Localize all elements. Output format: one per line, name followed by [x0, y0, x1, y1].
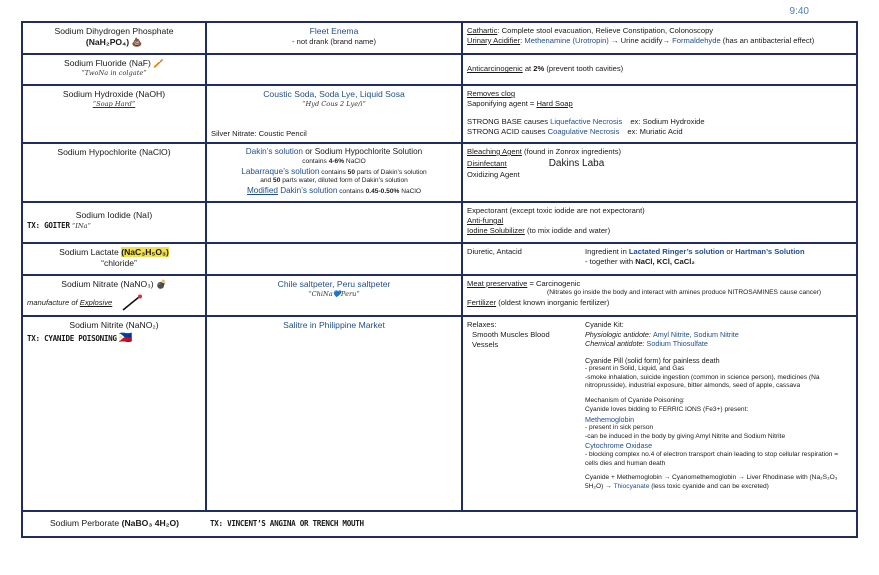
tx-label: TX: CYANIDE POISONING — [27, 334, 117, 344]
compound-name: Sodium Iodide (NaI) — [75, 210, 153, 220]
compound-name: Sodium Dihydrogen Phosphate — [54, 26, 174, 36]
row-uses-cell — [206, 202, 462, 243]
row-notes-cell: Removes clog Saponifying agent = Hard Soap STRONG BASE causes Liquefactive Necrosis ex: Sodium Hydroxide STRONG ACID causes Coagulative Necrosis ex: Muriatic Acid — [462, 85, 857, 143]
row-uses-cell — [206, 85, 462, 143]
row-notes-cell: Expectorant (except toxic iodide are not expectorant) Anti-fungal Iodine Solubilizer (to mix iodide and water) — [462, 202, 857, 243]
row-notes-cell: Bleaching Agent (found in Zonrox ingredients) Disinfectant Dakins Laba Oxidizing Agent — [462, 143, 857, 202]
row-uses-cell — [206, 54, 462, 85]
compound-formula: (NaH₂PO₄) — [85, 37, 130, 48]
table-row — [22, 275, 857, 316]
tx-label: TX: GOITER — [27, 221, 70, 231]
uses-title: Salitre in Philippine Market — [283, 320, 385, 330]
row-notes-cell: Cathartic: Complete stool evacuation, Relieve Constipation, Colonoscopy Urinary Acidifier: Methenamine (Urotropin) → Urine acidify→ Formaldehyde (has an antibacterial effect) — [462, 22, 857, 54]
table-row — [22, 85, 857, 143]
row-notes-cell: Meat preservative = Carcinogenic (Nitrates go inside the body and interact with amines produce NITROSAMINES cause cancer) Fertilizer (oldest known inorganic fertilizer) — [462, 275, 857, 316]
uses-title: Coustic Soda, Soda Lye, Liquid Sosa — [263, 89, 405, 99]
row-notes-cell: Diuretic, Antacid Ingredient in Lactated Ringer’s solution or Hartman’s Solution - together with NaCl, KCl, CaCl₂ — [462, 243, 857, 275]
mnemonic: “INa” — [71, 222, 91, 231]
uses-note: - not drank (brand name) — [292, 37, 376, 47]
row-uses-cell: Dakin’s solution or Sodium Hypochlorite Solution contains 4-6% NaClO Labarraque’s solution contains 50 parts of Dakin’s solution and 50 parts water, diluted form of Dakin’s solution Modified Dakin’s solution contains 0.45-0.50% NaClO — [206, 143, 462, 202]
table-row — [22, 54, 857, 85]
row-name-cell — [22, 243, 206, 275]
table-row — [22, 22, 857, 54]
compound-name: Sodium Perborate — [49, 518, 122, 529]
table-row — [22, 143, 857, 202]
compound-name: Sodium Nitrite (NaNO₂) — [69, 320, 159, 330]
row-name-cell — [22, 22, 206, 54]
manufacture-note: manufacture of — [27, 298, 80, 308]
note-term: Urinary Acidifier — [467, 36, 521, 46]
row-name-cell — [22, 85, 206, 143]
philippine-flag-icon: 🇵🇭 — [118, 332, 133, 345]
chemistry-table — [21, 21, 858, 538]
row-name-cell — [22, 202, 206, 243]
row-name-cell — [22, 143, 206, 202]
row-uses-cell — [206, 22, 462, 54]
compound-name: Sodium Hydroxide (NaOH) — [62, 89, 166, 99]
tx-label: TX: VINCENT’S ANGINA OR TRENCH MOUTH — [210, 518, 364, 528]
row-name-cell: Sodium Nitrate (NaNO₃) 💣 manufacture of Explosive — [22, 275, 206, 316]
uses-title: Chile saltpeter, Peru saltpeter — [277, 279, 391, 289]
compound-name: Sodium Lactate — [59, 247, 122, 257]
row-name-cell — [22, 54, 206, 85]
uses-mnemonic: “ChiNa💙Peru” — [308, 290, 360, 299]
bomb-icon: 💣 — [156, 279, 167, 289]
row-uses-cell — [206, 243, 462, 275]
table-row — [22, 316, 857, 511]
compound-name: Sodium Nitrate (NaNO₃) — [61, 279, 154, 289]
compound-name: Sodium Hypochlorite (NaClO) — [57, 147, 171, 157]
row-notes-cell: Relaxes: Smooth Muscles Blood Vessels Cyanide Kit: Physiologic antidote: Amyl Nitrite, Sodium Nitrite Chemical antidote: Sodium Thiosulfate Cyanide Pill (solid form) for painless death - present in Solid, Liquid, and Gas -smoke inhalation, suicide ingestion (common in science person), medicines (Na nitroprusside), industrial exposure, bitter almonds, seed of apple, cassava Mechanism of Cyanide Poisoning: Cyanide loves bidding to FERRIC IONS (Fe3+) present: Methemoglobin - present in sick person -can be induced in the body by giving Amyl Nitrite and Sodium Nitrite Cytochrome Oxidase - blocking complex no.4 of electron transport chain leading to stop cellular respiration = cells dies and human death Cyanide + Methemoglobin → Cyanomethemoglobin → Liver Rhodinase with (Na₂S₂O₃ 5H₂O) → Thiocyanate (less toxic cyanide and can be excreted) — [462, 316, 857, 511]
compound-extra: “chloride” — [101, 258, 137, 269]
row-uses-cell — [206, 316, 462, 511]
compound-formula: (NaBO₃ 4H₂O) — [121, 518, 180, 529]
uses-title: Fleet Enema — [309, 26, 359, 36]
table-row — [22, 511, 857, 537]
poop-emoji-icon: 💩 — [131, 37, 143, 48]
row-notes-cell: Anticarcinogenic at 2% (prevent tooth cavities) — [462, 54, 857, 85]
row-name-cell — [22, 511, 206, 537]
uses-bottom: Silver Nitrate: Coustic Pencil — [211, 128, 307, 138]
compound-name: Sodium Fluoride (NaF) — [63, 58, 151, 68]
table-row — [22, 243, 857, 275]
match-stick-icon — [121, 294, 145, 312]
row-name-cell — [22, 316, 206, 511]
page-number: 9:40 — [789, 6, 809, 17]
toothbrush-icon: 🪥 — [153, 58, 164, 68]
compound-formula: (NaC₃H₅O₃) — [121, 247, 169, 257]
mnemonic: “Soap Hard” — [92, 100, 136, 109]
mnemonic: “TwoNa in colgate” — [81, 69, 147, 78]
note-term: Cathartic — [467, 26, 498, 35]
uses-mnemonic: “Hyd Cous 2 Lye/i” — [302, 100, 366, 109]
row-tx-cell — [206, 511, 857, 537]
table-row — [22, 202, 857, 243]
row-uses-cell — [206, 275, 462, 316]
